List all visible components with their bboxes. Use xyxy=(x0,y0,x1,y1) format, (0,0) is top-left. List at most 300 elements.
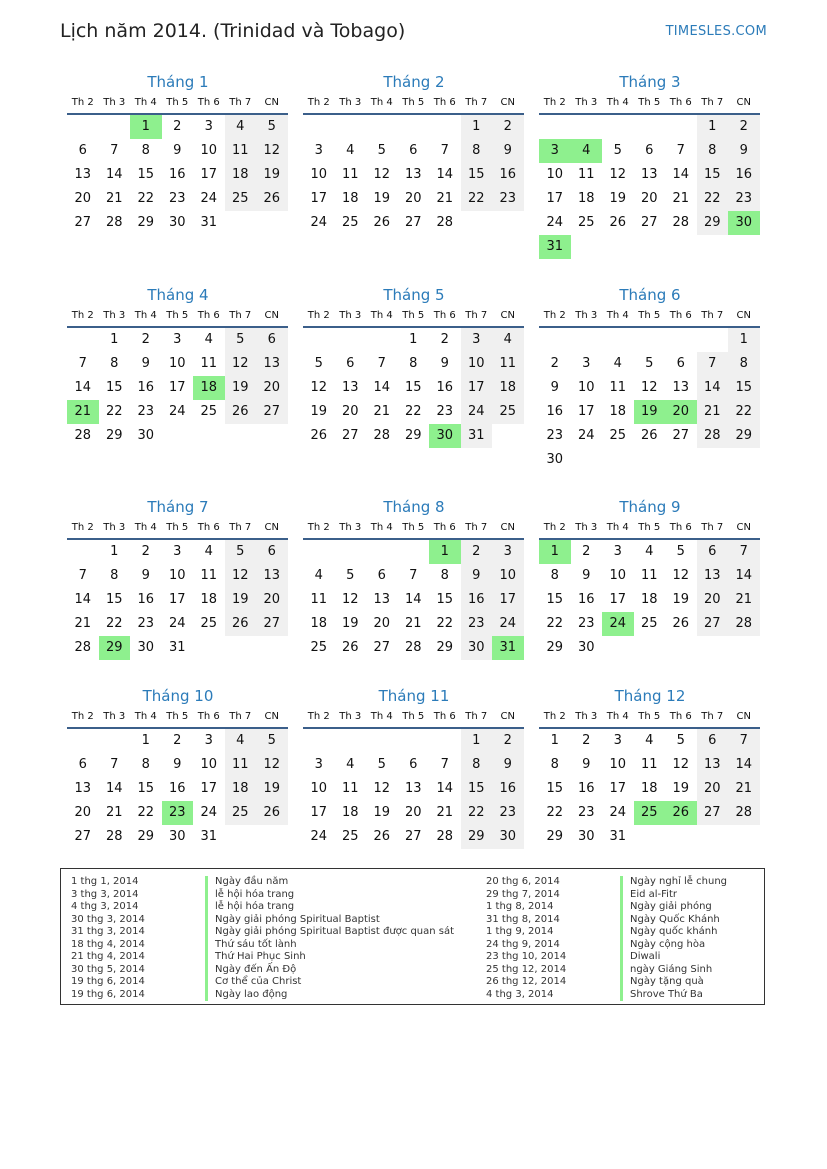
day-cell[interactable]: 16 xyxy=(168,167,186,182)
day-cell[interactable]: 23 xyxy=(577,616,595,631)
day-cell[interactable]: 3 xyxy=(492,540,524,564)
day-cell[interactable]: 21 xyxy=(672,191,690,206)
holiday-day-cell[interactable]: 25 xyxy=(634,801,666,825)
day-cell[interactable]: 14 xyxy=(74,592,92,607)
day-cell[interactable]: 11 xyxy=(225,139,257,163)
day-cell[interactable]: 12 xyxy=(609,167,627,182)
day-cell[interactable]: 28 xyxy=(105,215,123,230)
day-cell[interactable]: 2 xyxy=(461,540,493,564)
day-cell[interactable]: 25 xyxy=(577,215,595,230)
day-cell[interactable]: 30 xyxy=(577,829,595,844)
day-cell[interactable]: 2 xyxy=(728,115,760,139)
day-cell[interactable]: 25 xyxy=(341,215,359,230)
day-cell[interactable]: 23 xyxy=(492,187,524,211)
day-cell[interactable]: 21 xyxy=(74,616,92,631)
day-cell[interactable]: 5 xyxy=(256,115,288,139)
day-cell[interactable]: 4 xyxy=(204,544,213,559)
day-cell[interactable]: 24 xyxy=(200,805,218,820)
day-cell[interactable]: 25 xyxy=(609,428,627,443)
day-cell[interactable]: 26 xyxy=(310,428,328,443)
day-cell[interactable]: 11 xyxy=(640,568,658,583)
day-cell[interactable]: 26 xyxy=(640,428,658,443)
day-cell[interactable]: 31 xyxy=(609,829,627,844)
day-cell[interactable]: 1 xyxy=(110,332,119,347)
day-cell[interactable]: 11 xyxy=(492,352,524,376)
day-cell[interactable]: 10 xyxy=(310,167,328,182)
holiday-day-cell[interactable]: 29 xyxy=(99,636,131,660)
day-cell[interactable]: 5 xyxy=(256,729,288,753)
day-cell[interactable]: 8 xyxy=(110,568,119,583)
day-cell[interactable]: 8 xyxy=(141,757,150,772)
day-cell[interactable]: 11 xyxy=(341,167,359,182)
day-cell[interactable]: 11 xyxy=(310,592,328,607)
day-cell[interactable]: 8 xyxy=(141,143,150,158)
day-cell[interactable]: 10 xyxy=(461,352,493,376)
day-cell[interactable]: 26 xyxy=(672,616,690,631)
day-cell[interactable]: 22 xyxy=(105,404,123,419)
day-cell[interactable]: 15 xyxy=(105,592,123,607)
brand-link[interactable]: TIMESLES.COM xyxy=(665,24,767,39)
day-cell[interactable]: 3 xyxy=(204,733,213,748)
day-cell[interactable]: 20 xyxy=(404,805,422,820)
day-cell[interactable]: 6 xyxy=(256,328,288,352)
day-cell[interactable]: 5 xyxy=(645,356,654,371)
holiday-day-cell[interactable]: 1 xyxy=(429,540,461,564)
day-cell[interactable]: 6 xyxy=(645,143,654,158)
day-cell[interactable]: 17 xyxy=(200,781,218,796)
day-cell[interactable]: 8 xyxy=(440,568,449,583)
day-cell[interactable]: 5 xyxy=(377,143,386,158)
day-cell[interactable]: 5 xyxy=(613,143,622,158)
day-cell[interactable]: 19 xyxy=(672,781,690,796)
day-cell[interactable]: 23 xyxy=(546,428,564,443)
day-cell[interactable]: 16 xyxy=(137,380,155,395)
day-cell[interactable]: 11 xyxy=(577,167,595,182)
day-cell[interactable]: 27 xyxy=(256,612,288,636)
day-cell[interactable]: 26 xyxy=(609,215,627,230)
day-cell[interactable]: 26 xyxy=(373,215,391,230)
day-cell[interactable]: 4 xyxy=(645,733,654,748)
day-cell[interactable]: 20 xyxy=(697,588,729,612)
day-cell[interactable]: 7 xyxy=(110,757,119,772)
day-cell[interactable]: 2 xyxy=(492,729,524,753)
day-cell[interactable]: 7 xyxy=(377,356,386,371)
day-cell[interactable]: 13 xyxy=(341,380,359,395)
day-cell[interactable]: 16 xyxy=(168,781,186,796)
day-cell[interactable]: 29 xyxy=(105,428,123,443)
day-cell[interactable]: 30 xyxy=(461,636,493,660)
day-cell[interactable]: 15 xyxy=(546,592,564,607)
holiday-day-cell[interactable]: 1 xyxy=(130,115,162,139)
day-cell[interactable]: 2 xyxy=(440,332,449,347)
day-cell[interactable]: 23 xyxy=(728,187,760,211)
day-cell[interactable]: 13 xyxy=(256,352,288,376)
day-cell[interactable]: 15 xyxy=(461,777,493,801)
day-cell[interactable]: 26 xyxy=(256,187,288,211)
day-cell[interactable]: 5 xyxy=(346,568,355,583)
day-cell[interactable]: 13 xyxy=(404,167,422,182)
day-cell[interactable]: 10 xyxy=(609,757,627,772)
day-cell[interactable]: 20 xyxy=(697,777,729,801)
day-cell[interactable]: 20 xyxy=(256,376,288,400)
day-cell[interactable]: 27 xyxy=(697,612,729,636)
day-cell[interactable]: 29 xyxy=(137,215,155,230)
day-cell[interactable]: 3 xyxy=(461,328,493,352)
day-cell[interactable]: 2 xyxy=(582,733,591,748)
day-cell[interactable]: 13 xyxy=(640,167,658,182)
day-cell[interactable]: 9 xyxy=(173,757,182,772)
day-cell[interactable]: 3 xyxy=(173,332,182,347)
day-cell[interactable]: 1 xyxy=(461,115,493,139)
day-cell[interactable]: 10 xyxy=(577,380,595,395)
day-cell[interactable]: 14 xyxy=(404,592,422,607)
day-cell[interactable]: 9 xyxy=(173,143,182,158)
day-cell[interactable]: 23 xyxy=(492,801,524,825)
day-cell[interactable]: 18 xyxy=(609,404,627,419)
day-cell[interactable]: 17 xyxy=(168,592,186,607)
day-cell[interactable]: 27 xyxy=(404,215,422,230)
day-cell[interactable]: 9 xyxy=(582,757,591,772)
day-cell[interactable]: 3 xyxy=(314,143,323,158)
day-cell[interactable]: 24 xyxy=(168,616,186,631)
day-cell[interactable]: 6 xyxy=(676,356,685,371)
day-cell[interactable]: 4 xyxy=(613,356,622,371)
day-cell[interactable]: 4 xyxy=(204,332,213,347)
holiday-day-cell[interactable]: 31 xyxy=(539,235,571,259)
day-cell[interactable]: 18 xyxy=(200,592,218,607)
day-cell[interactable]: 6 xyxy=(346,356,355,371)
day-cell[interactable]: 27 xyxy=(341,428,359,443)
day-cell[interactable]: 22 xyxy=(404,404,422,419)
day-cell[interactable]: 21 xyxy=(728,588,760,612)
day-cell[interactable]: 7 xyxy=(409,568,418,583)
day-cell[interactable]: 27 xyxy=(404,829,422,844)
day-cell[interactable]: 2 xyxy=(173,119,182,134)
day-cell[interactable]: 28 xyxy=(697,424,729,448)
day-cell[interactable]: 30 xyxy=(577,640,595,655)
day-cell[interactable]: 14 xyxy=(728,753,760,777)
day-cell[interactable]: 9 xyxy=(141,568,150,583)
day-cell[interactable]: 13 xyxy=(256,564,288,588)
day-cell[interactable]: 11 xyxy=(200,356,218,371)
day-cell[interactable]: 16 xyxy=(492,777,524,801)
day-cell[interactable]: 19 xyxy=(310,404,328,419)
day-cell[interactable]: 17 xyxy=(492,588,524,612)
day-cell[interactable]: 22 xyxy=(728,400,760,424)
day-cell[interactable]: 22 xyxy=(461,187,493,211)
day-cell[interactable]: 9 xyxy=(461,564,493,588)
day-cell[interactable]: 29 xyxy=(137,829,155,844)
day-cell[interactable]: 18 xyxy=(640,781,658,796)
day-cell[interactable]: 1 xyxy=(461,729,493,753)
day-cell[interactable]: 18 xyxy=(492,376,524,400)
day-cell[interactable]: 2 xyxy=(141,544,150,559)
day-cell[interactable]: 18 xyxy=(640,592,658,607)
day-cell[interactable]: 11 xyxy=(200,568,218,583)
day-cell[interactable]: 18 xyxy=(225,777,257,801)
day-cell[interactable]: 7 xyxy=(676,143,685,158)
day-cell[interactable]: 7 xyxy=(78,568,87,583)
day-cell[interactable]: 19 xyxy=(256,163,288,187)
day-cell[interactable]: 31 xyxy=(200,829,218,844)
day-cell[interactable]: 19 xyxy=(609,191,627,206)
day-cell[interactable]: 8 xyxy=(697,139,729,163)
day-cell[interactable]: 3 xyxy=(173,544,182,559)
day-cell[interactable]: 27 xyxy=(256,400,288,424)
day-cell[interactable]: 6 xyxy=(377,568,386,583)
day-cell[interactable]: 10 xyxy=(168,356,186,371)
day-cell[interactable]: 16 xyxy=(492,163,524,187)
day-cell[interactable]: 22 xyxy=(137,191,155,206)
day-cell[interactable]: 24 xyxy=(577,428,595,443)
day-cell[interactable]: 29 xyxy=(546,640,564,655)
day-cell[interactable]: 8 xyxy=(550,757,559,772)
day-cell[interactable]: 24 xyxy=(310,215,328,230)
day-cell[interactable]: 5 xyxy=(225,328,257,352)
day-cell[interactable]: 21 xyxy=(728,777,760,801)
day-cell[interactable]: 14 xyxy=(672,167,690,182)
day-cell[interactable]: 1 xyxy=(728,328,760,352)
day-cell[interactable]: 23 xyxy=(137,404,155,419)
day-cell[interactable]: 21 xyxy=(373,404,391,419)
day-cell[interactable]: 4 xyxy=(346,757,355,772)
day-cell[interactable]: 30 xyxy=(168,215,186,230)
day-cell[interactable]: 1 xyxy=(141,733,150,748)
day-cell[interactable]: 26 xyxy=(225,612,257,636)
day-cell[interactable]: 24 xyxy=(546,215,564,230)
day-cell[interactable]: 17 xyxy=(200,167,218,182)
day-cell[interactable]: 15 xyxy=(546,781,564,796)
day-cell[interactable]: 28 xyxy=(728,612,760,636)
day-cell[interactable]: 18 xyxy=(225,163,257,187)
day-cell[interactable]: 26 xyxy=(225,400,257,424)
day-cell[interactable]: 15 xyxy=(105,380,123,395)
day-cell[interactable]: 20 xyxy=(404,191,422,206)
day-cell[interactable]: 22 xyxy=(697,187,729,211)
day-cell[interactable]: 22 xyxy=(546,805,564,820)
day-cell[interactable]: 7 xyxy=(728,729,760,753)
day-cell[interactable]: 25 xyxy=(225,801,257,825)
holiday-day-cell[interactable]: 21 xyxy=(67,400,99,424)
day-cell[interactable]: 13 xyxy=(373,592,391,607)
day-cell[interactable]: 9 xyxy=(440,356,449,371)
day-cell[interactable]: 24 xyxy=(609,805,627,820)
day-cell[interactable]: 5 xyxy=(676,544,685,559)
day-cell[interactable]: 15 xyxy=(697,163,729,187)
day-cell[interactable]: 17 xyxy=(609,592,627,607)
day-cell[interactable]: 13 xyxy=(672,380,690,395)
day-cell[interactable]: 6 xyxy=(697,729,729,753)
day-cell[interactable]: 20 xyxy=(74,805,92,820)
day-cell[interactable]: 10 xyxy=(168,568,186,583)
day-cell[interactable]: 9 xyxy=(582,568,591,583)
day-cell[interactable]: 6 xyxy=(256,540,288,564)
day-cell[interactable]: 17 xyxy=(609,781,627,796)
day-cell[interactable]: 19 xyxy=(225,376,257,400)
day-cell[interactable]: 14 xyxy=(74,380,92,395)
day-cell[interactable]: 27 xyxy=(672,428,690,443)
day-cell[interactable]: 25 xyxy=(640,616,658,631)
day-cell[interactable]: 31 xyxy=(461,424,493,448)
day-cell[interactable]: 13 xyxy=(697,564,729,588)
day-cell[interactable]: 24 xyxy=(310,829,328,844)
day-cell[interactable]: 1 xyxy=(110,544,119,559)
day-cell[interactable]: 8 xyxy=(461,139,493,163)
day-cell[interactable]: 28 xyxy=(373,428,391,443)
day-cell[interactable]: 17 xyxy=(310,805,328,820)
day-cell[interactable]: 22 xyxy=(105,616,123,631)
day-cell[interactable]: 3 xyxy=(613,733,622,748)
day-cell[interactable]: 9 xyxy=(492,139,524,163)
day-cell[interactable]: 16 xyxy=(577,592,595,607)
day-cell[interactable]: 19 xyxy=(373,191,391,206)
day-cell[interactable]: 12 xyxy=(256,139,288,163)
day-cell[interactable]: 4 xyxy=(314,568,323,583)
day-cell[interactable]: 12 xyxy=(256,753,288,777)
day-cell[interactable]: 20 xyxy=(341,404,359,419)
day-cell[interactable]: 19 xyxy=(225,588,257,612)
day-cell[interactable]: 26 xyxy=(341,640,359,655)
day-cell[interactable]: 8 xyxy=(728,352,760,376)
day-cell[interactable]: 5 xyxy=(225,540,257,564)
day-cell[interactable]: 2 xyxy=(550,356,559,371)
day-cell[interactable]: 28 xyxy=(404,640,422,655)
holiday-day-cell[interactable]: 31 xyxy=(492,636,524,660)
day-cell[interactable]: 18 xyxy=(341,191,359,206)
day-cell[interactable]: 7 xyxy=(110,143,119,158)
day-cell[interactable]: 25 xyxy=(200,404,218,419)
day-cell[interactable]: 21 xyxy=(436,805,454,820)
day-cell[interactable]: 26 xyxy=(373,829,391,844)
day-cell[interactable]: 29 xyxy=(461,825,493,849)
day-cell[interactable]: 21 xyxy=(404,616,422,631)
day-cell[interactable]: 29 xyxy=(546,829,564,844)
holiday-day-cell[interactable]: 19 xyxy=(634,400,666,424)
day-cell[interactable]: 29 xyxy=(404,428,422,443)
day-cell[interactable]: 12 xyxy=(672,568,690,583)
day-cell[interactable]: 12 xyxy=(225,352,257,376)
day-cell[interactable]: 28 xyxy=(436,829,454,844)
day-cell[interactable]: 8 xyxy=(409,356,418,371)
day-cell[interactable]: 12 xyxy=(373,781,391,796)
day-cell[interactable]: 27 xyxy=(697,801,729,825)
day-cell[interactable]: 12 xyxy=(640,380,658,395)
day-cell[interactable]: 30 xyxy=(137,428,155,443)
day-cell[interactable]: 15 xyxy=(137,167,155,182)
day-cell[interactable]: 18 xyxy=(341,805,359,820)
day-cell[interactable]: 27 xyxy=(74,829,92,844)
day-cell[interactable]: 5 xyxy=(314,356,323,371)
day-cell[interactable]: 7 xyxy=(440,757,449,772)
holiday-day-cell[interactable]: 4 xyxy=(571,139,603,163)
day-cell[interactable]: 26 xyxy=(256,801,288,825)
day-cell[interactable]: 7 xyxy=(697,352,729,376)
day-cell[interactable]: 28 xyxy=(672,215,690,230)
day-cell[interactable]: 27 xyxy=(640,215,658,230)
day-cell[interactable]: 15 xyxy=(461,163,493,187)
day-cell[interactable]: 8 xyxy=(110,356,119,371)
day-cell[interactable]: 29 xyxy=(697,211,729,235)
holiday-day-cell[interactable]: 3 xyxy=(539,139,571,163)
day-cell[interactable]: 15 xyxy=(137,781,155,796)
holiday-day-cell[interactable]: 24 xyxy=(602,612,634,636)
day-cell[interactable]: 23 xyxy=(461,612,493,636)
day-cell[interactable]: 8 xyxy=(550,568,559,583)
day-cell[interactable]: 25 xyxy=(200,616,218,631)
holiday-day-cell[interactable]: 1 xyxy=(539,540,571,564)
day-cell[interactable]: 30 xyxy=(137,640,155,655)
day-cell[interactable]: 16 xyxy=(436,380,454,395)
day-cell[interactable]: 14 xyxy=(105,167,123,182)
day-cell[interactable]: 31 xyxy=(168,640,186,655)
day-cell[interactable]: 9 xyxy=(141,356,150,371)
day-cell[interactable]: 20 xyxy=(256,588,288,612)
day-cell[interactable]: 6 xyxy=(409,143,418,158)
day-cell[interactable]: 28 xyxy=(728,801,760,825)
day-cell[interactable]: 30 xyxy=(492,825,524,849)
day-cell[interactable]: 17 xyxy=(546,191,564,206)
day-cell[interactable]: 23 xyxy=(137,616,155,631)
day-cell[interactable]: 8 xyxy=(461,753,493,777)
day-cell[interactable]: 21 xyxy=(697,400,729,424)
day-cell[interactable]: 3 xyxy=(314,757,323,772)
day-cell[interactable]: 13 xyxy=(74,781,92,796)
day-cell[interactable]: 21 xyxy=(105,805,123,820)
day-cell[interactable]: 28 xyxy=(74,428,92,443)
day-cell[interactable]: 12 xyxy=(672,757,690,772)
day-cell[interactable]: 12 xyxy=(373,167,391,182)
holiday-day-cell[interactable]: 18 xyxy=(193,376,225,400)
day-cell[interactable]: 6 xyxy=(409,757,418,772)
day-cell[interactable]: 21 xyxy=(436,191,454,206)
day-cell[interactable]: 13 xyxy=(404,781,422,796)
holiday-day-cell[interactable]: 26 xyxy=(665,801,697,825)
day-cell[interactable]: 22 xyxy=(546,616,564,631)
holiday-day-cell[interactable]: 30 xyxy=(728,211,760,235)
day-cell[interactable]: 15 xyxy=(404,380,422,395)
day-cell[interactable]: 19 xyxy=(672,592,690,607)
day-cell[interactable]: 10 xyxy=(492,564,524,588)
day-cell[interactable]: 14 xyxy=(373,380,391,395)
day-cell[interactable]: 10 xyxy=(609,568,627,583)
day-cell[interactable]: 15 xyxy=(436,592,454,607)
day-cell[interactable]: 19 xyxy=(256,777,288,801)
day-cell[interactable]: 14 xyxy=(105,781,123,796)
day-cell[interactable]: 10 xyxy=(546,167,564,182)
day-cell[interactable]: 14 xyxy=(436,781,454,796)
day-cell[interactable]: 14 xyxy=(697,376,729,400)
day-cell[interactable]: 22 xyxy=(461,801,493,825)
day-cell[interactable]: 28 xyxy=(74,640,92,655)
day-cell[interactable]: 3 xyxy=(613,544,622,559)
day-cell[interactable]: 2 xyxy=(141,332,150,347)
day-cell[interactable]: 21 xyxy=(105,191,123,206)
day-cell[interactable]: 30 xyxy=(546,452,564,467)
day-cell[interactable]: 27 xyxy=(74,215,92,230)
day-cell[interactable]: 11 xyxy=(609,380,627,395)
day-cell[interactable]: 24 xyxy=(168,404,186,419)
holiday-day-cell[interactable]: 30 xyxy=(429,424,461,448)
day-cell[interactable]: 1 xyxy=(409,332,418,347)
day-cell[interactable]: 16 xyxy=(546,404,564,419)
day-cell[interactable]: 20 xyxy=(640,191,658,206)
day-cell[interactable]: 23 xyxy=(577,805,595,820)
day-cell[interactable]: 27 xyxy=(373,640,391,655)
day-cell[interactable]: 20 xyxy=(74,191,92,206)
day-cell[interactable]: 24 xyxy=(461,400,493,424)
day-cell[interactable]: 17 xyxy=(168,380,186,395)
day-cell[interactable]: 14 xyxy=(728,564,760,588)
